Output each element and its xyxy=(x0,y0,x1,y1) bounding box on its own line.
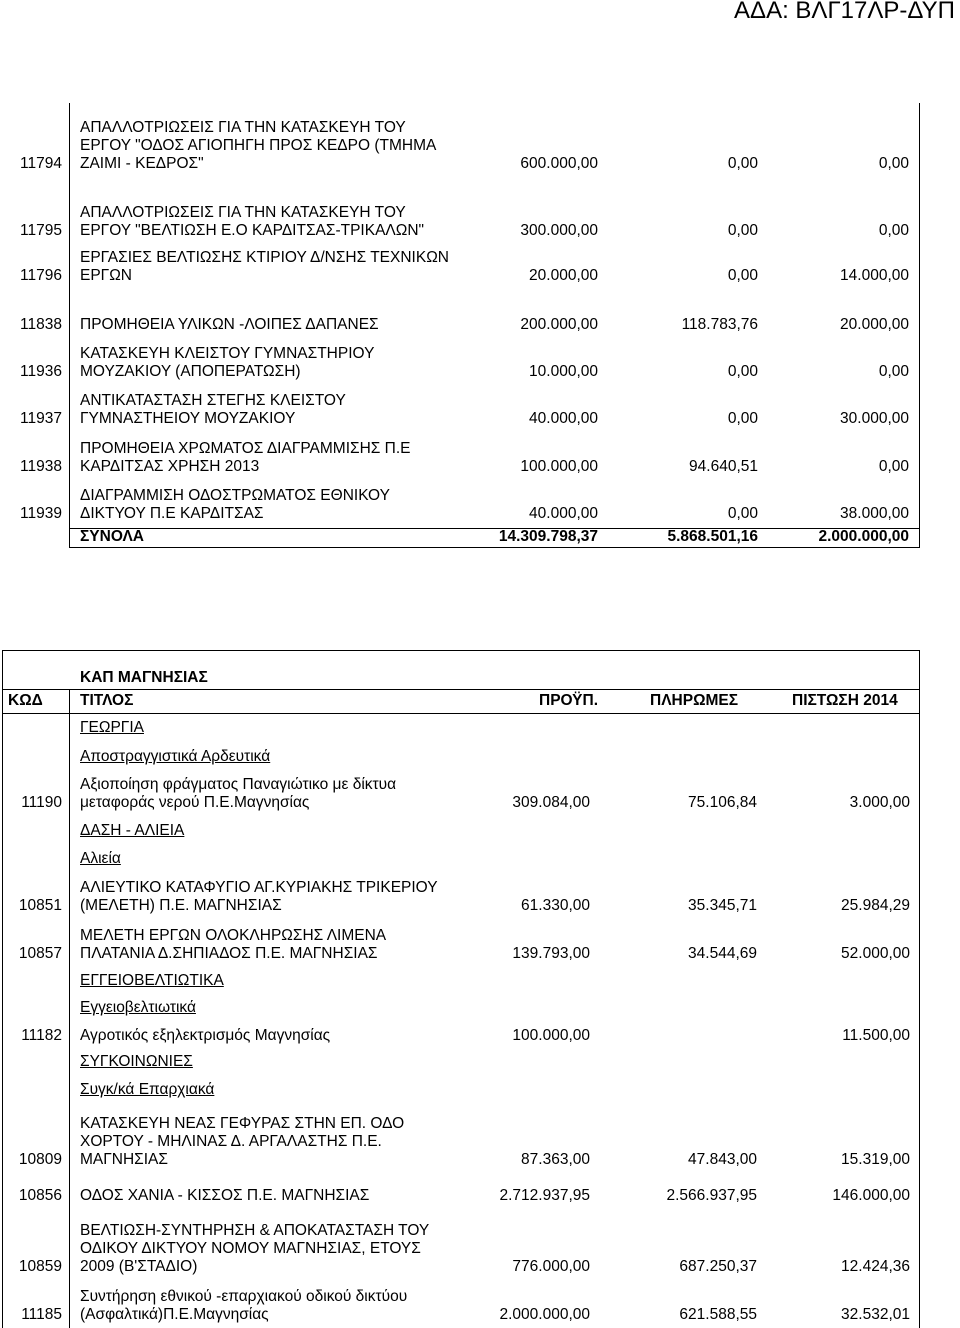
title-line: ΠΡΟΜΗΘΕΙΑ ΥΛΙΚΩΝ -ΛΟΙΠΕΣ ΔΑΠΑΝΕΣ xyxy=(80,316,379,333)
title-line: ΕΡΓΟΥ "ΒΕΛΤΙΩΣΗ Ε.Ο ΚΑΡΔΙΤΣΑΣ-ΤΡΙΚΑΛΩΝ" xyxy=(80,222,425,239)
table-row xyxy=(0,1187,960,1205)
budget-value: 600.000,00 xyxy=(520,155,598,172)
subcategory-label: Αποστραγγιστικά Αρδευτικά xyxy=(80,748,271,765)
budget-value: 100.000,00 xyxy=(512,1027,590,1044)
budget-value: 2.000.000,00 xyxy=(499,1306,590,1323)
row-code: 11936 xyxy=(20,363,62,380)
row-code: 10809 xyxy=(18,1151,62,1168)
category-label: ΓΕΩΡΓΙΑ xyxy=(80,719,144,736)
title-line: ΕΡΓΑΣΙΕΣ ΒΕΛΤΙΩΣΗΣ ΚΤΙΡΙΟΥ Δ/ΝΣΗΣ ΤΕΧΝΙΚΩΝ xyxy=(80,249,449,266)
payments-value: 0,00 xyxy=(727,363,758,380)
table-row xyxy=(0,119,960,173)
row-title xyxy=(80,1027,330,1045)
credit-value: 12.424,36 xyxy=(841,1258,910,1275)
title-line: ΑΠΑΛΛΟΤΡΙΩΣΕΙΣ ΓΙΑ ΤΗΝ ΚΑΤΑΣΚΕΥΗ ΤΟΥ xyxy=(80,204,406,221)
title-line: Αξιοποίηση φράγματος Παναγιώτικο με δίκτυα xyxy=(80,776,397,793)
budget-value: 20.000,00 xyxy=(529,267,598,284)
title-line: ΠΛΑΤΑΝΙΑ Δ.ΣΗΠΙΑΔΟΣ Π.Ε. ΜΑΓΝΗΣΙΑΣ xyxy=(80,945,378,962)
title-line: (ΜΕΛΕΤΗ) Π.Ε. ΜΑΓΝΗΣΙΑΣ xyxy=(80,897,282,914)
row-code: 10859 xyxy=(18,1258,62,1275)
payments-value: 687.250,37 xyxy=(679,1258,757,1275)
budget-value: 2.712.937,95 xyxy=(499,1187,590,1204)
row-title xyxy=(80,392,346,428)
title-line: ΑΠΑΛΛΟΤΡΙΩΣΕΙΣ ΓΙΑ ΤΗΝ ΚΑΤΑΣΚΕΥΗ ΤΟΥ xyxy=(80,119,406,136)
budget-value: 10.000,00 xyxy=(529,363,598,380)
totals-label: ΣΥΝΟΛΑ xyxy=(80,528,145,545)
budget-value: 139.793,00 xyxy=(512,945,590,962)
row-code: 11938 xyxy=(20,458,62,475)
title-line: ΒΕΛΤΙΩΣΗ-ΣΥΝΤΗΡΗΣΗ & ΑΠΟΚΑΤΑΣΤΑΣΗ ΤΟΥ xyxy=(80,1222,430,1239)
payments-value: 0,00 xyxy=(727,505,758,522)
title-line: ΑΝΤΙΚΑΤΑΣΤΑΣΗ ΣΤΕΓΗΣ ΚΛΕΙΣΤΟΥ xyxy=(80,392,346,409)
title-line: ΠΡΟΜΗΘΕΙΑ ΧΡΩΜΑΤΟΣ ΔΙΑΓΡΑΜΜΙΣΗΣ Π.Ε xyxy=(80,440,411,457)
title-line: (Ασφαλτικά)Π.Ε.Μαγνησίας xyxy=(80,1306,269,1323)
header-title: ΤΙΤΛΟΣ xyxy=(80,692,134,709)
title-line: ΕΡΓΟΥ "ΟΔΟΣ ΑΓΙΟΠΗΓΗ ΠΡΟΣ ΚΕΔΡΟ (ΤΜΗΜΑ xyxy=(80,137,437,154)
credit-value: 14.000,00 xyxy=(840,267,909,284)
row-title xyxy=(80,316,379,334)
budget-value: 776.000,00 xyxy=(512,1258,590,1275)
row-title xyxy=(80,927,386,963)
title-line: ΚΑΤΑΣΚΕΥΗ ΝΕΑΣ ΓΕΦΥΡΑΣ ΣΤΗΝ ΕΠ. ΟΔΟ xyxy=(80,1115,405,1132)
row-title xyxy=(80,879,438,915)
row-code: 11796 xyxy=(20,267,62,284)
table2-title-row xyxy=(0,669,960,687)
row-title xyxy=(80,249,449,285)
subcategory-row xyxy=(0,748,960,766)
title-line: Συντήρηση εθνικού -επαρχιακού οδικού δικτύου xyxy=(80,1288,408,1305)
title-line: ΚΑΤΑΣΚΕΥΗ ΚΛΕΙΣΤΟΥ ΓΥΜΝΑΣΤΗΡΙΟΥ xyxy=(80,345,375,362)
table-row xyxy=(0,879,960,915)
category-label: ΣΥΓΚΟΙΝΩΝΙΕΣ xyxy=(80,1053,193,1070)
budget-value: 87.363,00 xyxy=(521,1151,590,1168)
table-row xyxy=(0,1222,960,1276)
totals-payments-value: 5.868.501,16 xyxy=(667,528,758,545)
row-code: 10856 xyxy=(18,1187,62,1204)
table-row xyxy=(0,249,960,285)
table-row xyxy=(0,440,960,476)
row-title xyxy=(80,1288,407,1324)
table1-totals-bottom-border xyxy=(69,547,920,548)
table-row xyxy=(0,1027,960,1045)
row-code: 11185 xyxy=(21,1306,62,1323)
category-row xyxy=(0,719,960,737)
header-credit: ΠΙΣΤΩΣΗ 2014 xyxy=(792,692,898,709)
payments-value: 2.566.937,95 xyxy=(666,1187,757,1204)
row-title xyxy=(80,119,436,173)
budget-value: 40.000,00 xyxy=(529,505,598,522)
budget-value: 61.330,00 xyxy=(521,897,590,914)
row-title xyxy=(80,1115,404,1169)
budget-value: 309.084,00 xyxy=(512,794,590,811)
table-row xyxy=(0,487,960,523)
subcategory-label: Συγκ/κά Επαρχιακά xyxy=(80,1081,215,1098)
header-budget: ΠΡΟΫΠ. xyxy=(539,692,598,709)
row-title xyxy=(80,204,424,240)
row-title xyxy=(80,345,374,381)
payments-value: 94.640,51 xyxy=(689,458,758,475)
credit-value: 25.984,29 xyxy=(841,897,910,914)
payments-value: 47.843,00 xyxy=(688,1151,757,1168)
credit-value: 0,00 xyxy=(878,363,909,380)
credit-value: 30.000,00 xyxy=(840,410,909,427)
row-title xyxy=(80,1222,429,1276)
table2-header-bottom-border xyxy=(2,713,920,714)
table2-header-top-border xyxy=(2,689,920,690)
budget-value: 200.000,00 xyxy=(520,316,598,333)
title-line: ΚΑΡΔΙΤΣΑΣ ΧΡΗΣΗ 2013 xyxy=(80,458,260,475)
table-row xyxy=(0,392,960,428)
credit-value: 20.000,00 xyxy=(840,316,909,333)
table-row xyxy=(0,345,960,381)
table-row xyxy=(0,776,960,812)
title-line: ΜΟΥΖΑΚΙΟΥ (ΑΠΟΠΕΡΑΤΩΣΗ) xyxy=(80,363,301,380)
payments-value: 0,00 xyxy=(727,222,758,239)
row-title xyxy=(80,1187,369,1205)
payments-value: 0,00 xyxy=(727,410,758,427)
subcategory-row xyxy=(0,850,960,868)
table-row xyxy=(0,204,960,240)
budget-value: 300.000,00 xyxy=(520,222,598,239)
table2-title: ΚΑΠ ΜΑΓΝΗΣΙΑΣ xyxy=(80,669,208,686)
header-code: ΚΩΔ xyxy=(8,692,43,709)
title-line: ΟΔΙΚΟΥ ΔΙΚΤΥΟΥ ΝΟΜΟΥ ΜΑΓΝΗΣΙΑΣ, ΕΤΟΥΣ xyxy=(80,1240,421,1257)
payments-value: 0,00 xyxy=(727,155,758,172)
credit-value: 52.000,00 xyxy=(841,945,910,962)
row-code: 11795 xyxy=(20,222,62,239)
title-line: ΜΕΛΕΤΗ ΕΡΓΩΝ ΟΛΟΚΛΗΡΩΣΗΣ ΛΙΜΕΝΑ xyxy=(80,927,387,944)
row-code: 11937 xyxy=(20,410,62,427)
row-code: 10857 xyxy=(18,945,62,962)
row-code: 11182 xyxy=(21,1027,62,1044)
header-payments: ΠΛΗΡΩΜΕΣ xyxy=(650,692,739,709)
table2-header-row xyxy=(0,692,960,710)
payments-value: 0,00 xyxy=(727,267,758,284)
title-line: ΖΑΙΜΙ - ΚΕΔΡΟΣ" xyxy=(80,155,204,172)
totals-row xyxy=(0,528,960,546)
credit-value: 15.319,00 xyxy=(841,1151,910,1168)
payments-value: 621.588,55 xyxy=(679,1306,757,1323)
payments-value: 118.783,76 xyxy=(681,316,758,333)
title-line: ΕΡΓΩΝ xyxy=(80,267,132,284)
category-label: ΕΓΓΕΙΟΒΕΛΤΙΩΤΙΚΑ xyxy=(80,972,224,989)
table-row xyxy=(0,1115,960,1169)
credit-value: 32.532,01 xyxy=(841,1306,910,1323)
row-code: 11939 xyxy=(20,505,62,522)
category-label: ΔΑΣΗ - ΑΛΙΕΙΑ xyxy=(80,822,185,839)
credit-value: 38.000,00 xyxy=(840,505,909,522)
budget-value: 40.000,00 xyxy=(529,410,598,427)
title-line: ΑΛΙΕΥΤΙΚΟ ΚΑΤΑΦΥΓΙΟ ΑΓ.ΚΥΡΙΑΚΗΣ ΤΡΙΚΕΡΙΟΥ xyxy=(80,879,438,896)
table2-top-border xyxy=(2,650,920,651)
title-line: ΜΑΓΝΗΣΙΑΣ xyxy=(80,1151,168,1168)
category-row xyxy=(0,1053,960,1071)
subcategory-row xyxy=(0,999,960,1017)
category-row xyxy=(0,822,960,840)
credit-value: 3.000,00 xyxy=(849,794,910,811)
category-row xyxy=(0,972,960,990)
payments-value: 34.544,69 xyxy=(688,945,757,962)
row-title xyxy=(80,440,411,476)
credit-value: 0,00 xyxy=(878,155,909,172)
title-line: 2009 (Β'ΣΤΑΔΙΟ) xyxy=(80,1258,198,1275)
payments-value: 35.345,71 xyxy=(688,897,757,914)
title-line: ΔΙΑΓΡΑΜΜΙΣΗ ΟΔΟΣΤΡΩΜΑΤΟΣ ΕΘΝΙΚΟΥ xyxy=(80,487,390,504)
row-title xyxy=(80,776,396,812)
payments-value: 75.106,84 xyxy=(688,794,757,811)
title-line: ΔΙΚΤΥΟΥ Π.Ε ΚΑΡΔΙΤΣΑΣ xyxy=(80,505,264,522)
subcategory-row xyxy=(0,1081,960,1099)
totals-credit-value: 2.000.000,00 xyxy=(818,528,909,545)
row-code: 11838 xyxy=(20,316,62,333)
credit-value: 0,00 xyxy=(878,222,909,239)
row-code: 10851 xyxy=(18,897,62,914)
totals-budget-value: 14.309.798,37 xyxy=(498,528,598,545)
table-row xyxy=(0,316,960,334)
subcategory-label: Αλιεία xyxy=(80,850,121,867)
credit-value: 0,00 xyxy=(878,458,909,475)
subcategory-label: Εγγειοβελτιωτικά xyxy=(80,999,196,1016)
title-line: ΟΔΟΣ ΧΑΝΙΑ - ΚΙΣΣΟΣ Π.Ε. ΜΑΓΝΗΣΙΑΣ xyxy=(80,1187,370,1204)
budget-value: 100.000,00 xyxy=(520,458,598,475)
title-line: μεταφοράς νερού Π.Ε.Μαγνησίας xyxy=(80,794,310,811)
title-line: Αγροτικός εξηλεκτρισμός Μαγνησίας xyxy=(80,1027,331,1044)
ada-header: ΑΔΑ: ΒΛΓ17ΛΡ-ΔΥΠ xyxy=(734,0,955,24)
table-row xyxy=(0,927,960,963)
row-code: 11794 xyxy=(20,155,62,172)
row-code: 11190 xyxy=(21,794,62,811)
title-line: ΧΟΡΤΟΥ - ΜΗΛΙΝΑΣ Δ. ΑΡΓΑΛΑΣΤΗΣ Π.Ε. xyxy=(80,1133,382,1150)
title-line: ΓΥΜΝΑΣΤΗΕΙΟΥ ΜΟΥΖΑΚΙΟΥ xyxy=(80,410,296,427)
row-title xyxy=(80,487,390,523)
table-row xyxy=(0,1288,960,1324)
credit-value: 11.500,00 xyxy=(842,1027,910,1044)
credit-value: 146.000,00 xyxy=(832,1187,910,1204)
